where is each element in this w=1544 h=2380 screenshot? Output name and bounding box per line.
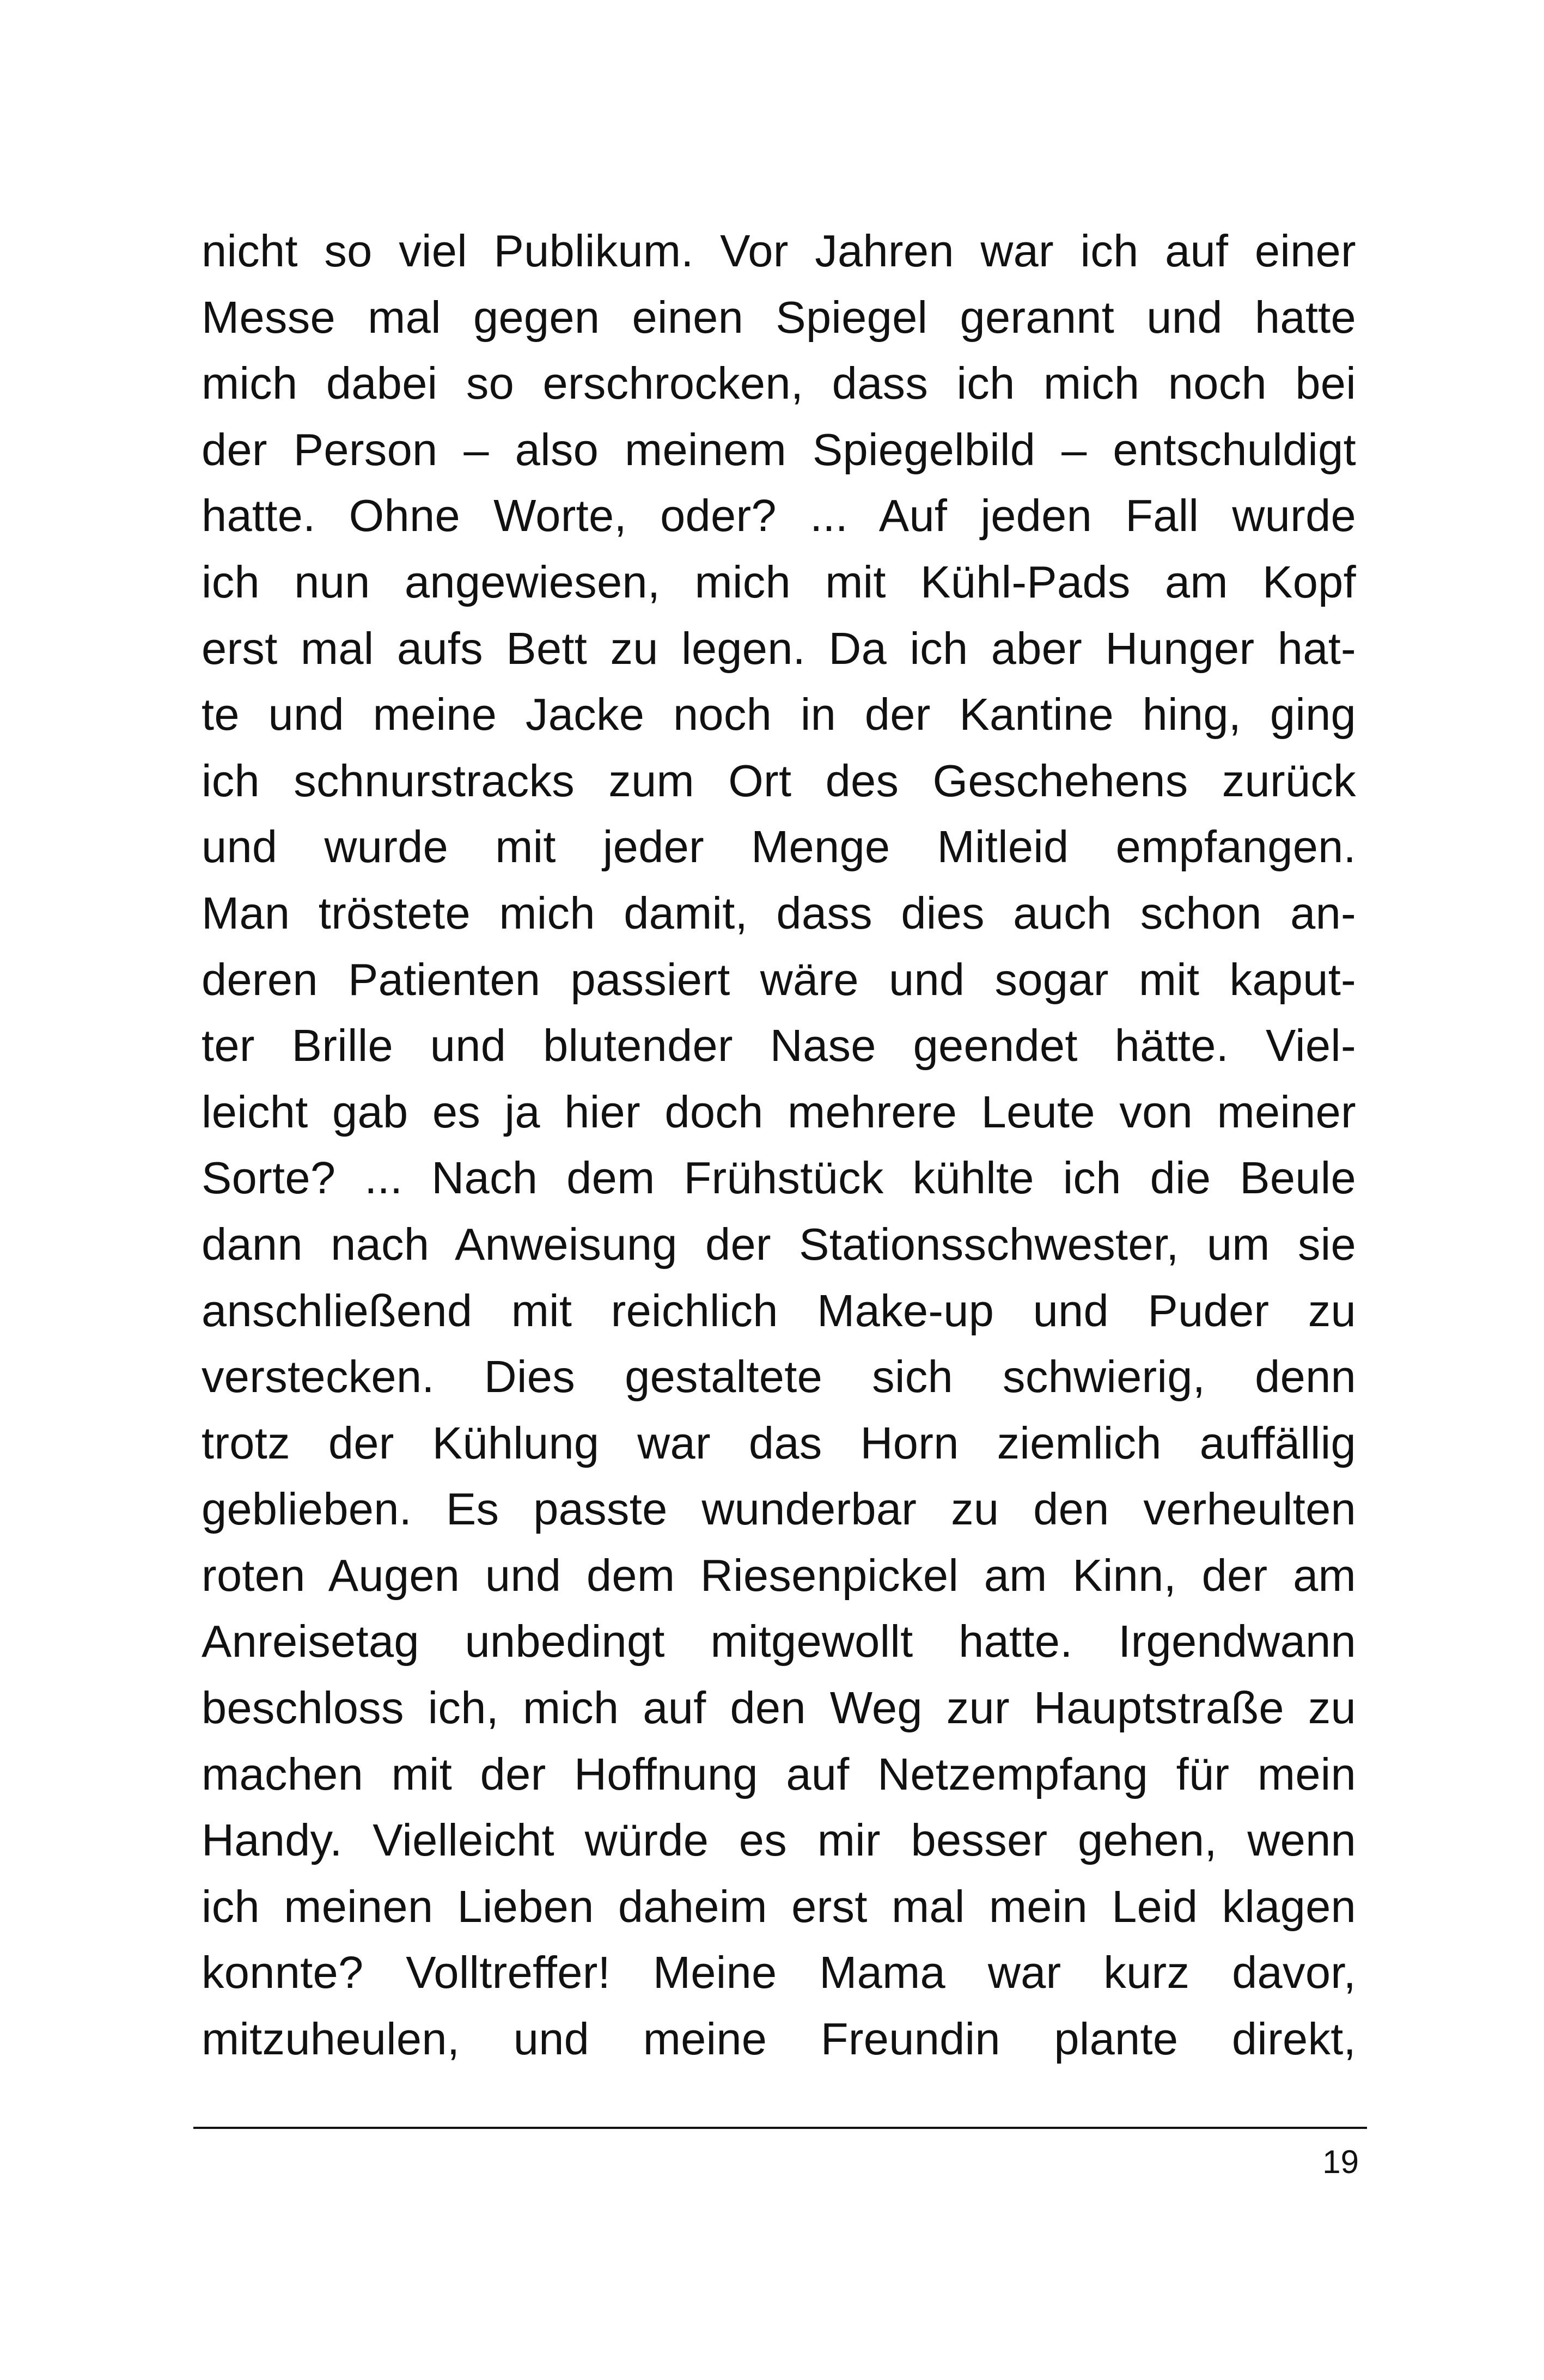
text-line: beschloss ich, mich auf den Weg zur Hauptstraße zu: [202, 1682, 1356, 1734]
text-line: ter Brille und blutender Nase geendet hätte. Viel-: [202, 1020, 1356, 1071]
text-line: anschließend mit reichlich Make-up und Puder zu: [202, 1285, 1356, 1336]
text-line: der Person – also meinem Spiegelbild – entschuldigt: [202, 424, 1356, 475]
text-line: verstecken. Dies gestaltete sich schwierig, denn: [202, 1351, 1356, 1402]
text-line: dann nach Anweisung der Stationsschwester, um sie: [202, 1218, 1356, 1270]
text-line: Sorte? ... Nach dem Frühstück kühlte ich die Beule: [202, 1152, 1356, 1204]
text-line: ich schnurstracks zum Ort des Geschehens zurück: [202, 755, 1356, 806]
text-line: Anreisetag unbedingt mitgewollt hatte. Irgendwann: [202, 1616, 1356, 1667]
text-line: trotz der Kühlung war das Horn ziemlich auffällig: [202, 1417, 1356, 1468]
page-number: 19: [1322, 2144, 1359, 2180]
text-line: erst mal aufs Bett zu legen. Da ich aber Hunger hat-: [202, 623, 1356, 674]
text-line: leicht gab es ja hier doch mehrere Leute von meiner: [202, 1086, 1356, 1137]
footer-divider: [193, 2127, 1367, 2129]
text-line: te und meine Jacke noch in der Kantine hing, ging: [202, 689, 1356, 740]
text-line: Handy. Vielleicht würde es mir besser gehen, wenn: [202, 1815, 1356, 1866]
text-line: deren Patienten passiert wäre und sogar mit kaput-: [202, 954, 1356, 1005]
text-line: konnte? Volltreffer! Meine Mama war kurz davor,: [202, 1947, 1356, 1998]
text-line: roten Augen und dem Riesenpickel am Kinn, der am: [202, 1549, 1356, 1601]
text-line: nicht so viel Publikum. Vor Jahren war ich auf einer: [202, 225, 1356, 276]
text-line: mich dabei so erschrocken, dass ich mich noch bei: [202, 358, 1356, 409]
text-line: und wurde mit jeder Menge Mitleid empfangen.: [202, 821, 1356, 872]
text-line: mitzuheulen, und meine Freundin plante direkt,: [202, 2013, 1356, 2065]
text-line: geblieben. Es passte wunderbar zu den verheulten: [202, 1484, 1356, 1535]
text-line: ich nun angewiesen, mich mit Kühl-Pads am Kopf: [202, 556, 1356, 607]
text-line: hatte. Ohne Worte, oder? ... Auf jeden Fall wurde: [202, 490, 1356, 541]
text-line: ich meinen Lieben daheim erst mal mein Leid klagen: [202, 1881, 1356, 1932]
text-line: Man tröstete mich damit, dass dies auch schon an-: [202, 887, 1356, 938]
body-text: [202, 218, 1356, 2072]
text-line: Messe mal gegen einen Spiegel gerannt und hatte: [202, 291, 1356, 343]
text-line: machen mit der Hoffnung auf Netzempfang für mein: [202, 1748, 1356, 1799]
